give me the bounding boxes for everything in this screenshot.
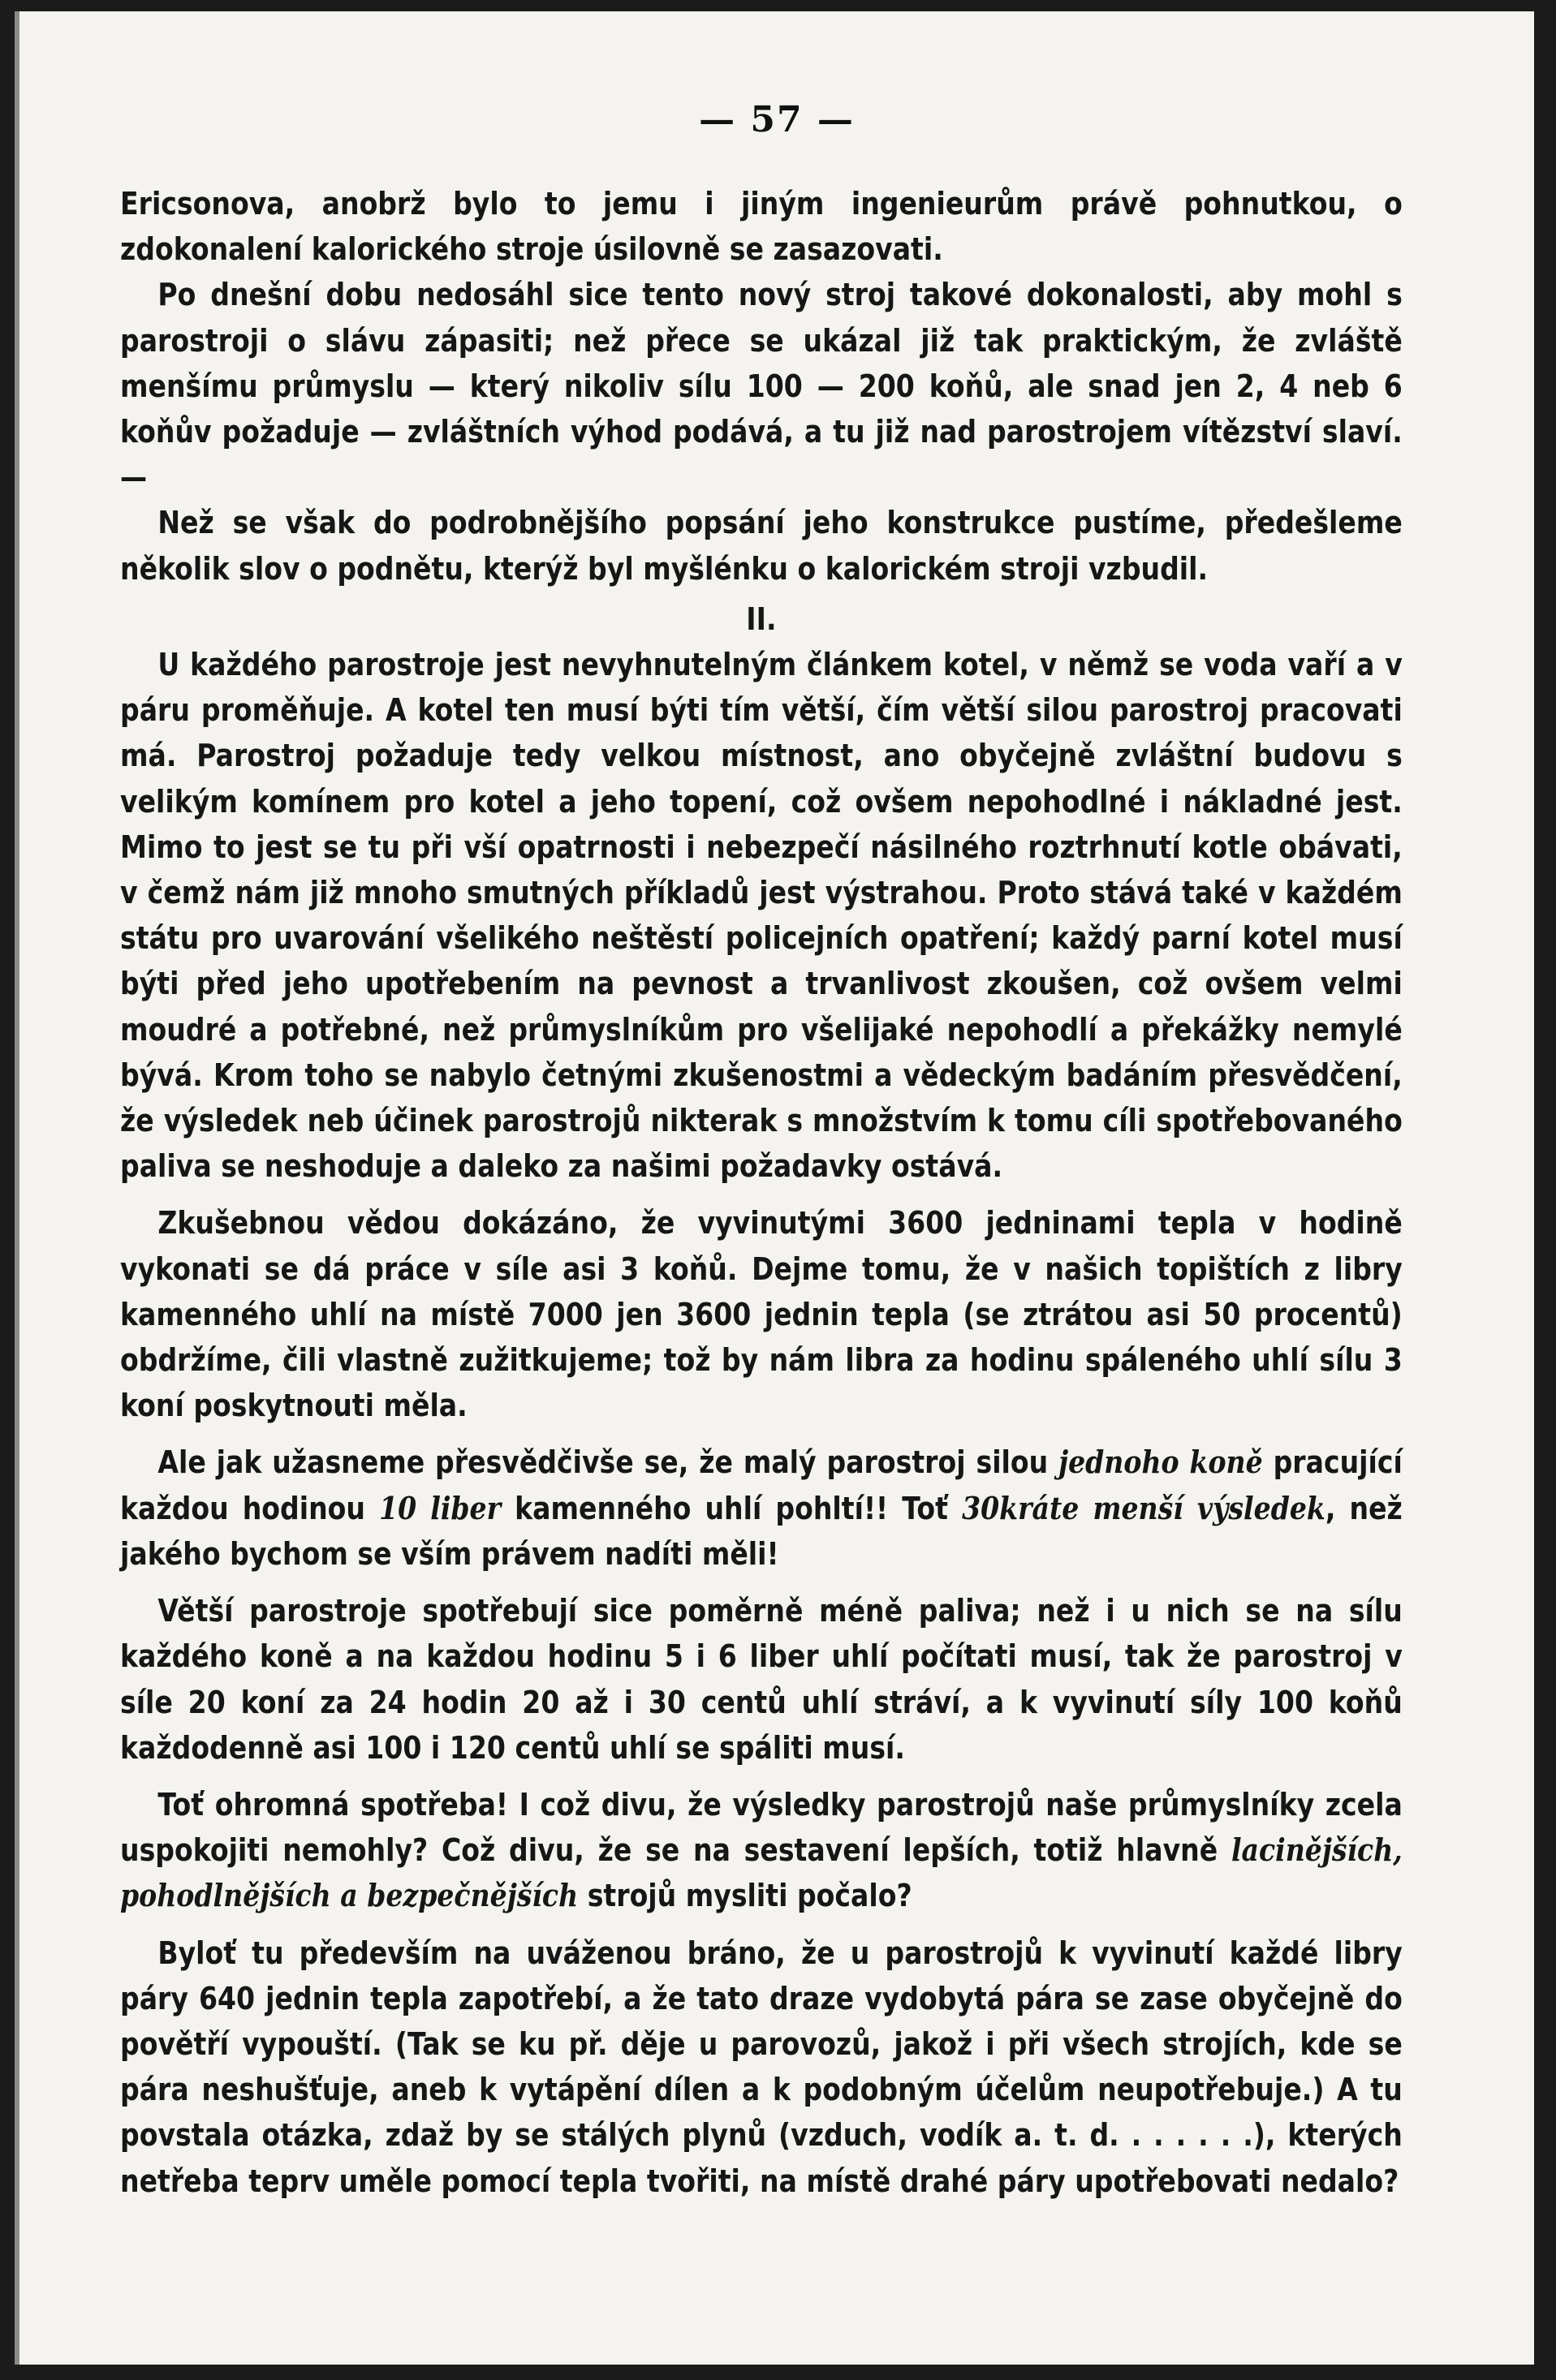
paragraph-3: Než se však do podrobnějšího popsání jeho konstrukce pustíme, předešleme několik slov o podnětu, kterýž byl myšlénku o kalorickém stroji vzbudil. xyxy=(120,505,1403,587)
body-text xyxy=(120,182,1403,2205)
p8-part-a: Toť ohromná spotřeba! I což divu, že výsledky parostrojů naše průmyslníky zcela uspokojiti nemohly? Což divu, že se na sestavení lepších, totiž hlavně xyxy=(120,1786,1403,1870)
p6-italic-ten-pounds: 10 liber xyxy=(379,1490,502,1527)
paragraph-2: Po dnešní dobu nedosáhl sice tento nový stroj takové dokonalosti, aby mohl s parostroji o slávu zápasiti; než přece se ukázal již tak praktickým, že zvláště menšímu průmyslu — který nikoliv sílu 100 — 200 koňů, ale snad jen 2, 4 neb 6 koňův požaduje — zvláštních výhod podává, a tu již nad parostrojem vítězství slaví. — xyxy=(120,277,1403,497)
paragraph-8 xyxy=(120,1783,1403,1920)
p6-part-a: Ale jak užasneme přesvědčivše se, že malý parostroj silou xyxy=(157,1444,1059,1482)
p8-part-c: strojů mysliti počalo? xyxy=(578,1878,912,1915)
p6-italic-thirty-times: 30kráte menší výsledek xyxy=(962,1490,1325,1527)
p6-part-c: pracující každou hodinou xyxy=(120,1444,1403,1527)
p6-part-e: kamenného uhlí pohltí!! Toť xyxy=(501,1490,963,1527)
p6-part-g: , než jakého bychom se vším právem nadíti měli! xyxy=(120,1490,1403,1573)
page-number: — 57 — xyxy=(699,99,855,140)
section-heading: II. xyxy=(746,600,777,638)
paragraph-1: Ericsonova, anobrž bylo to jemu i jiným ingenieurům právě pohnutkou, o zdokonalení kalorického stroje úsilovně se zasazovati. xyxy=(120,186,1403,269)
p8-italic-cheaper: lacinějších, pohodlnějších a bezpečnějších xyxy=(120,1832,1403,1915)
book-page xyxy=(15,11,1534,2365)
paragraph-9: Byloť tu především na uváženou bráno, že u parostrojů k vyvinutí každé libry páry 640 jednin tepla zapotřebí, a že tato draze vydobytá pára se zase obyčejně do povětří vypouští. (Tak se ku př. děje u parovozů, jakož i při všech strojích, kde se pára neshušťuje, aneb k vytápění dílen a k podobným účelům neupotřebuje.) A tu povstala otázka, zdaž by se stálých plynů (vzduch, vodík a. t. d. . . . . . .), kterých netřeba teprv uměle pomocí tepla tvořiti, na místě drahé páry upotřebovati nedalo? xyxy=(120,1935,1403,2200)
paragraph-6 xyxy=(120,1440,1403,1577)
paragraph-7: Větší parostroje spotřebují sice poměrně méně paliva; než i u nich se na sílu každého koně a na každou hodinu 5 i 6 liber uhlí počítati musí, tak že parostroj v síle 20 koní za 24 hodin 20 až i 30 centů uhlí stráví, a k vyvinutí síly 100 koňů každodenně asi 100 i 120 centů uhlí se spáliti musí. xyxy=(120,1593,1403,1767)
paragraph-4: U každého parostroje jest nevyhnutelným článkem kotel, v němž se voda vaří a v páru proměňuje. A kotel ten musí býti tím větší, čím větší silou parostroj pracovati má. Parostroj požaduje tedy velkou místnost, ano obyčejně zvláštní budovu s velikým komínem pro kotel a jeho topení, což ovšem nepohodlné i nákladné jest. Mimo to jest se tu při vší opatrnosti i nebezpečí násilného roztrhnutí kotle obávati, v čemž nám již mnoho smutných příkladů jest výstrahou. Proto stává také v každém státu pro uvarování všelikého neštěstí policejních opatření; každý parní kotel musí býti před jeho upotřebením na pevnost a trvanlivost zkoušen, což ovšem velmi moudré a potřebné, než průmyslníkům pro všelijaké nepohodlí a překážky nemylé bývá. Krom toho se nabylo četnými zkušenostmi a vědeckým badáním přesvědčení, že výsledek neb účinek parostrojů nikterak s množstvím k tomu cíli spotřebovaného paliva se neshoduje a daleko za našimi požadavky ostává. xyxy=(120,647,1403,1186)
paragraph-5: Zkušebnou vědou dokázáno, že vyvinutými 3600 jedninami tepla v hodině vykonati se dá práce v síle asi 3 koňů. Dejme tomu, že v našich topištích z libry kamenného uhlí na místě 7000 jen 3600 jednin tepla (se ztrátou asi 50 procentů) obdržíme, čili vlastně zužitkujeme; tož by nám libra za hodinu spáleného uhlí sílu 3 koní poskytnouti měla. xyxy=(120,1205,1403,1425)
p6-italic-one-horse: jednoho koně xyxy=(1058,1444,1263,1482)
